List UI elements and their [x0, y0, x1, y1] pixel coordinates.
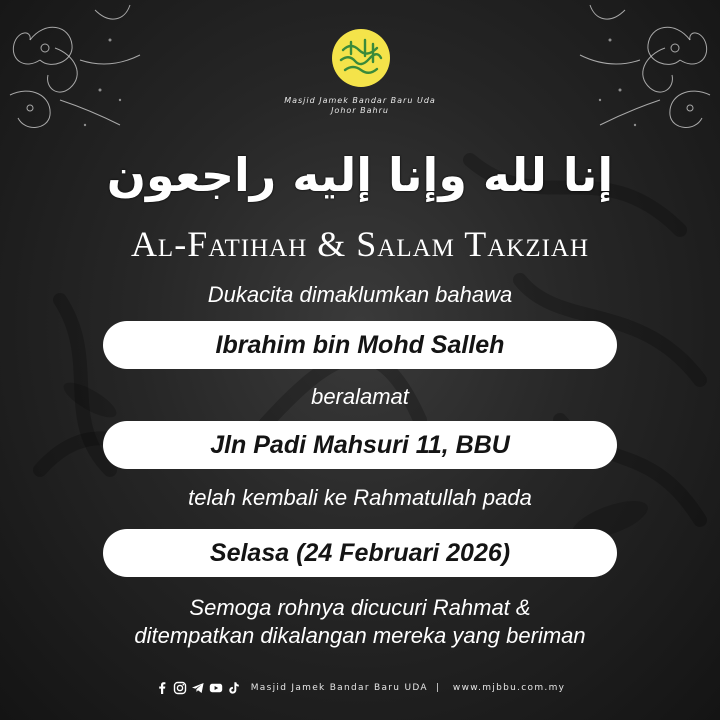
footer-separator: | [435, 683, 439, 693]
footer [0, 681, 720, 699]
mosque-logo [331, 28, 391, 88]
mosque-location: Johor Bahru [331, 106, 389, 115]
arabic-calligraphy: إنا لله وإنا إليه راجعون [106, 148, 614, 202]
mosque-name: Masjid Jamek Bandar Baru Uda [284, 96, 436, 105]
youtube-icon[interactable] [209, 681, 223, 695]
prayer-line-2: ditempatkan dikalangan mereka yang beriman [134, 623, 586, 648]
instagram-icon[interactable] [173, 681, 187, 695]
telegram-icon[interactable] [191, 681, 205, 695]
tiktok-icon[interactable] [227, 681, 241, 695]
footer-org-name: Masjid Jamek Bandar Baru UDA [250, 683, 428, 693]
page-title: Al-Fatihah & Salam Takziah [130, 224, 590, 264]
floral-ornament-left [0, 0, 150, 140]
deceased-name: Ibrahim bin Mohd Salleh [103, 321, 617, 369]
floral-ornament-right [570, 0, 720, 140]
intro-text: Dukacita dimaklumkan bahawa [207, 282, 513, 307]
facebook-icon[interactable] [155, 681, 169, 695]
prayer-line-1: Semoga rohnya dicucuri Rahmat & [189, 595, 531, 620]
address-label: beralamat [311, 384, 409, 409]
passed-away-text: telah kembali ke Rahmatullah pada [188, 485, 532, 510]
website-link[interactable]: www.mjbbu.com.my [452, 683, 566, 693]
address-value: Jln Padi Mahsuri 11, BBU [103, 421, 617, 469]
date-value: Selasa (24 Februari 2026) [103, 529, 617, 577]
